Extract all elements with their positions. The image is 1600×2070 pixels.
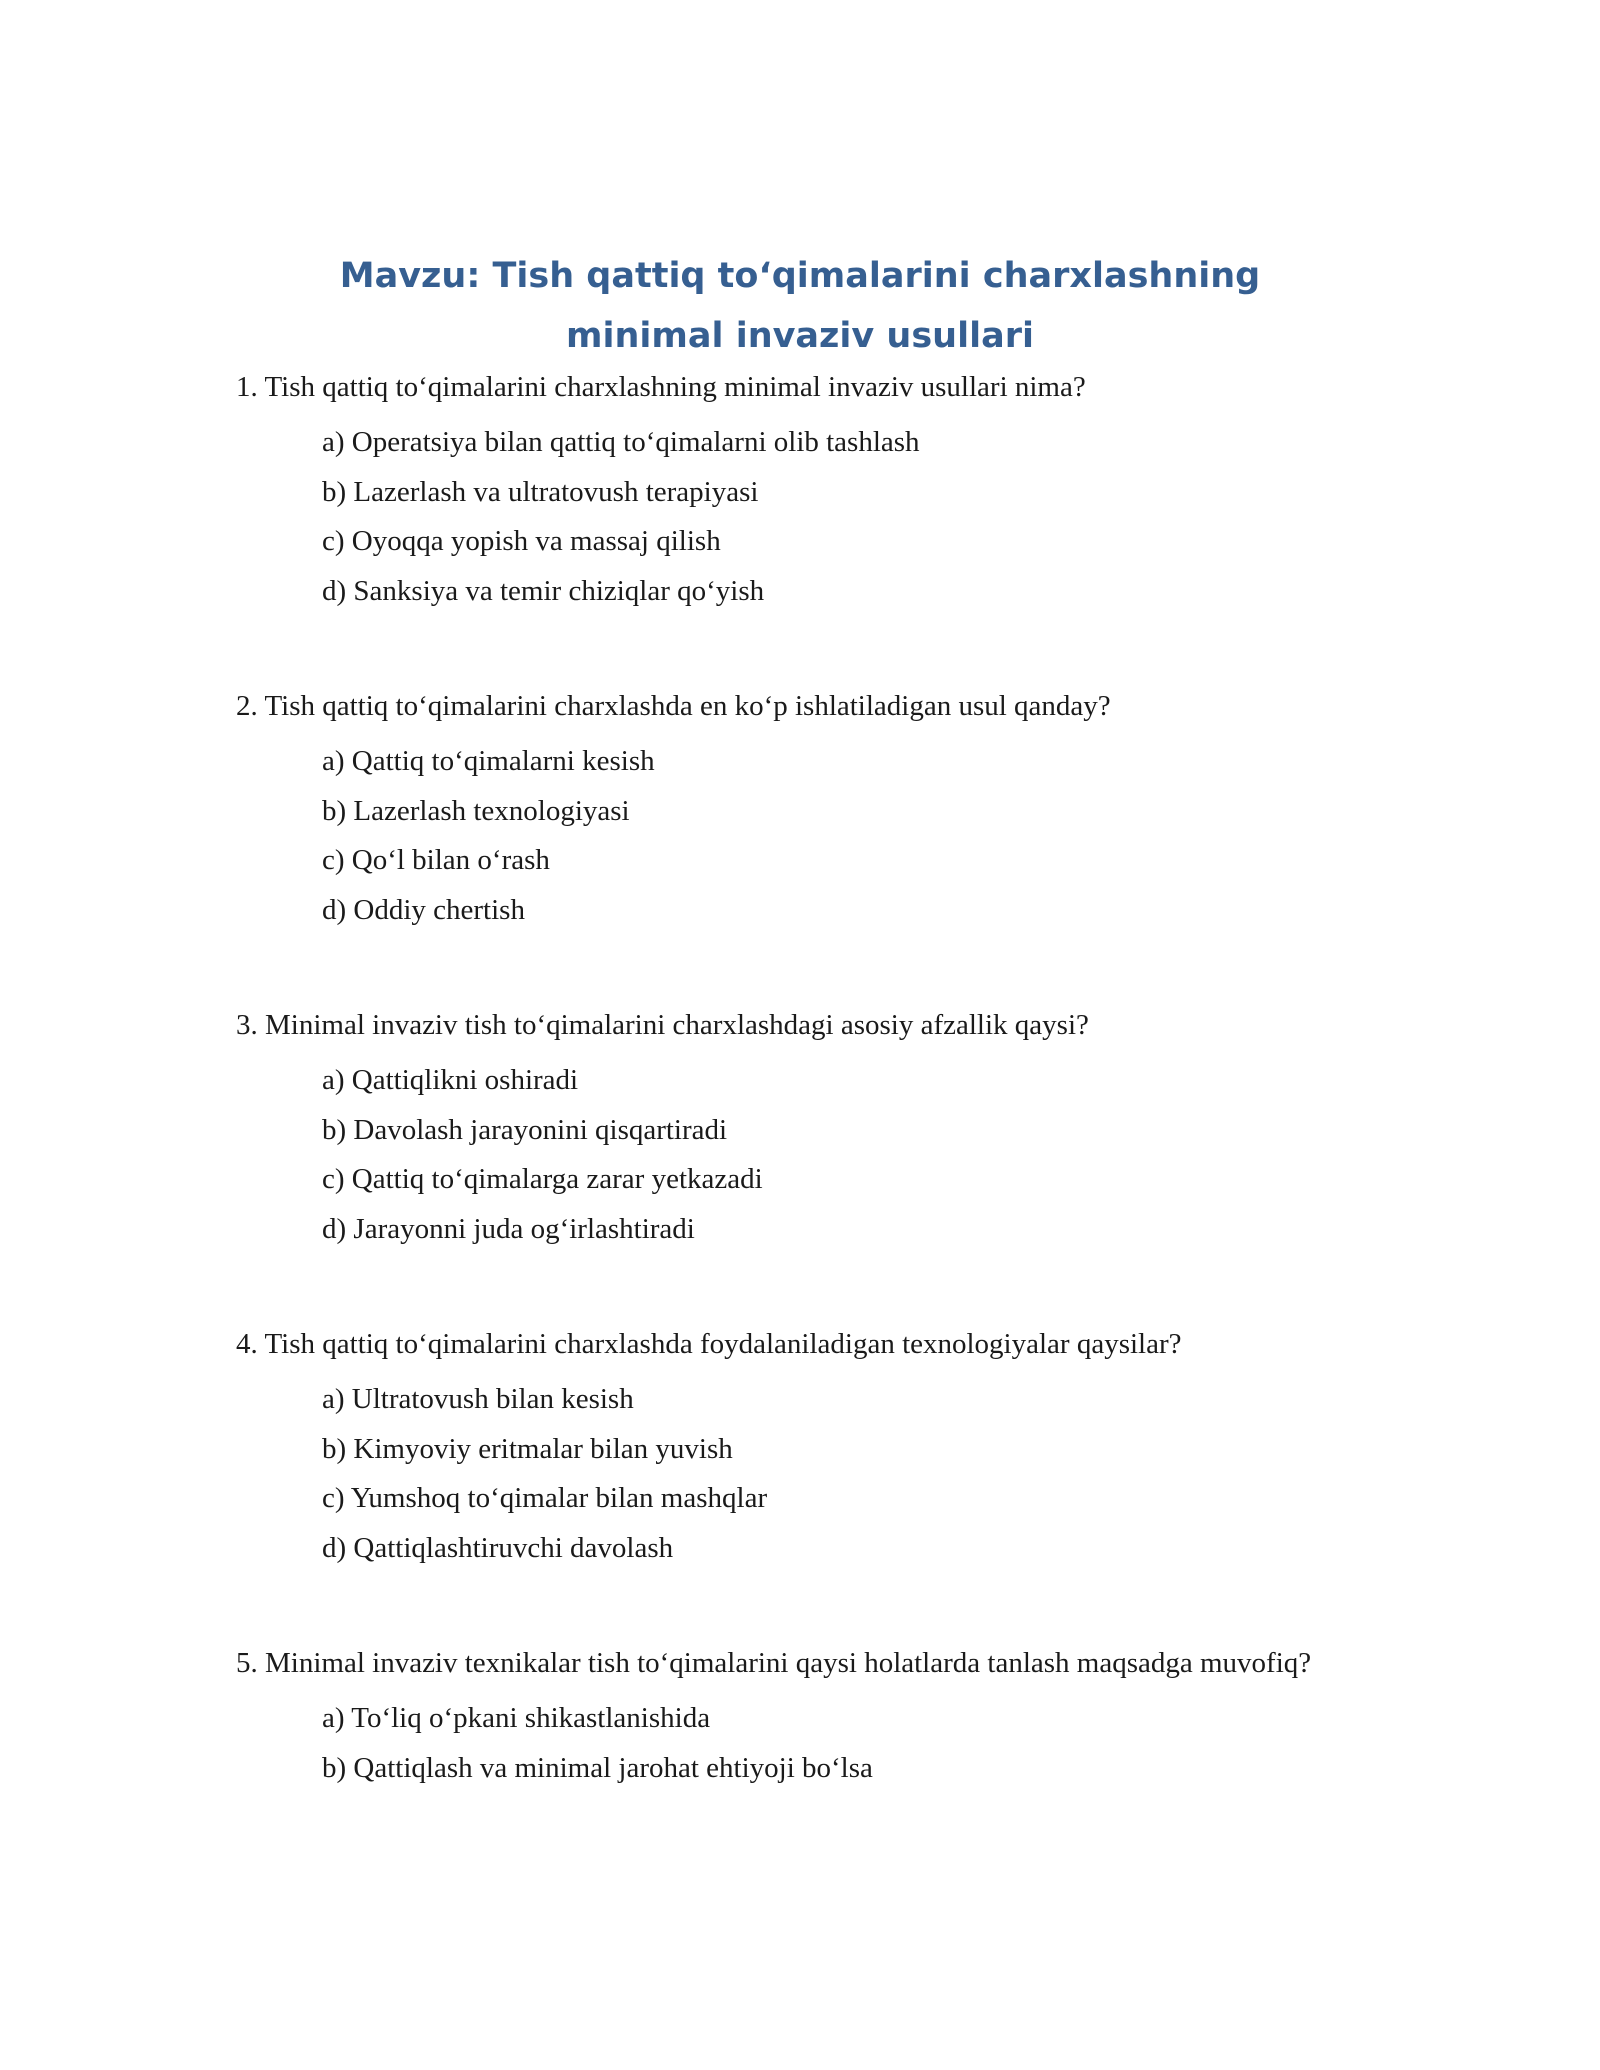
option-a: a) Ultratovush bilan kesish — [322, 1383, 634, 1415]
document-title — [0, 246, 1600, 366]
option-a: a) Operatsiya bilan qattiq to‘qimalarni olib tashlash — [322, 426, 920, 458]
option-d: d) Jarayonni juda og‘irlashtiradi — [322, 1212, 695, 1245]
option-b: b) Qattiqlash va minimal jarohat ehtiyoji bo‘lsa — [322, 1751, 873, 1784]
option-list — [236, 418, 1316, 616]
question-text: 1. Tish qattiq to‘qimalarini charxlashning minimal invaziv usullari nima? — [236, 371, 1086, 403]
option-b: b) Davolash jarayonini qisqartiradi — [322, 1113, 728, 1146]
option-list — [236, 1056, 1316, 1254]
option-c: c) Qattiq to‘qimalarga zarar yetkazadi — [322, 1163, 763, 1195]
question-text: 3. Minimal invaziv tish to‘qimalarini charxlashdagi asosiy afzallik qaysi? — [236, 1009, 1089, 1041]
option-d: d) Sanksiya va temir chiziqlar qo‘yish — [322, 574, 765, 607]
question-text: 2. Tish qattiq to‘qimalarini charxlashda en ko‘p ishlatiladigan usul qanday? — [236, 690, 1111, 722]
option-c: c) Oyoqqa yopish va massaj qilish — [322, 525, 721, 557]
title-line-1: Mavzu: Tish qattiq to‘qimalarini charxlashning — [339, 256, 1261, 296]
option-b: b) Lazerlash va ultratovush terapiyasi — [322, 475, 759, 508]
option-d: d) Qattiqlashtiruvchi davolash — [322, 1531, 674, 1564]
question-list — [236, 366, 1316, 1793]
option-a: a) Qattiqlikni oshiradi — [322, 1064, 579, 1096]
question-text: 4. Tish qattiq to‘qimalarini charxlashda foydalaniladigan texnologiyalar qaysilar? — [236, 1328, 1182, 1360]
question-1 — [236, 366, 1316, 616]
option-a: a) Qattiq to‘qimalarni kesish — [322, 745, 655, 777]
question-text: 5. Minimal invaziv texnikalar tish to‘qimalarini qaysi holatlarda tanlash maqsadga muvofiq? — [236, 1647, 1312, 1679]
option-a: a) To‘liq o‘pkani shikastlanishida — [322, 1702, 711, 1734]
option-b: b) Lazerlash texnologiyasi — [322, 794, 630, 827]
option-d: d) Oddiy chertish — [322, 893, 525, 926]
title-line-2: minimal invaziv usullari — [566, 316, 1034, 356]
option-c: c) Yumshoq to‘qimalar bilan mashqlar — [322, 1482, 768, 1514]
question-5 — [236, 1642, 1316, 1793]
question-4 — [236, 1323, 1316, 1573]
option-b: b) Kimyoviy eritmalar bilan yuvish — [322, 1432, 733, 1465]
option-list — [236, 737, 1316, 935]
option-list — [236, 1694, 1316, 1793]
question-2 — [236, 685, 1316, 935]
option-list — [236, 1375, 1316, 1573]
question-3 — [236, 1004, 1316, 1254]
option-c: c) Qo‘l bilan o‘rash — [322, 844, 550, 876]
